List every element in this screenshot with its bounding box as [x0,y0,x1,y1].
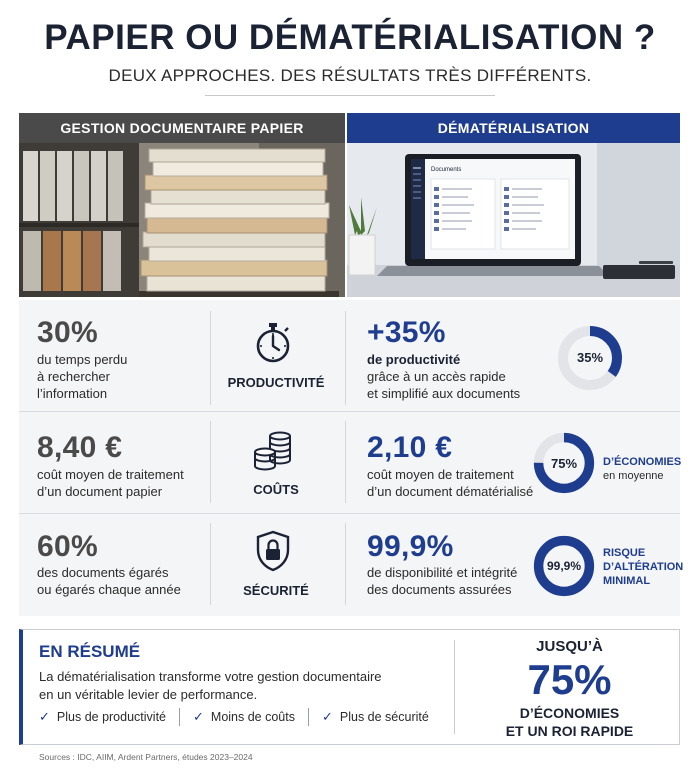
column-divider [345,523,346,605]
digital-column-header: DÉMATÉRIALISATION [347,113,680,143]
desc-line: des documents assurées [367,582,512,597]
check-icon: ✓ [39,709,50,724]
paper-stack [139,149,339,297]
desc-line: ou égarés chaque année [37,582,181,597]
kpi-prefix: JUSQU’À [536,638,603,655]
side-label-line: D’ALTÉRATION [603,561,684,573]
lock-shield-icon [255,530,291,577]
summary-box [19,629,680,745]
page-title: PAPIER OU DÉMATÉRIALISATION ? [44,18,656,57]
digital-cost-value: 2,10 € [367,431,453,464]
digital-availability-value: 99,9% [367,530,454,563]
stopwatch-icon [254,322,292,369]
paper-lost-docs-value: 60% [37,530,98,563]
check-label: Moins de coûts [210,710,295,724]
summary-text [39,668,439,704]
savings-ring-label: 75% [550,456,578,471]
row-divider [19,513,680,514]
paper-cost-value: 8,40 € [37,431,123,464]
check-icon: ✓ [321,709,333,724]
summary-text-line: en un véritable levier de performance. [39,687,258,702]
paper-time-lost-value: 30% [37,316,98,349]
column-divider [345,421,346,503]
paper-lost-docs-desc [37,564,181,598]
check-label: Plus de productivité [56,710,166,724]
digital-availability-desc [367,564,517,598]
check-item [322,708,429,726]
desc-line: d’un document papier [37,484,163,499]
paper-cost-desc [37,466,184,500]
check-item [193,708,295,726]
category-productivity: PRODUCTIVITÉ [227,375,325,390]
check-label: Plus de sécurité [339,710,429,724]
side-label-line: MINIMAL [603,575,651,587]
row-divider [19,411,680,412]
check-divider [179,708,180,726]
paper-stack-photo [19,143,345,297]
savings-side-label [603,455,681,483]
productivity-ring-label: 35% [576,350,604,365]
desc-bold-line: de productivité [367,352,461,367]
desc-line: coût moyen de traitement [367,467,514,482]
category-costs: COÛTS [253,482,299,497]
digital-productivity-desc [367,351,520,402]
availability-ring-label: 99,9% [546,559,582,573]
laptop-illustration [347,143,680,297]
paper-time-lost-desc [37,351,127,402]
summary-title: EN RÉSUMÉ [39,642,141,661]
desc-line: d’un document dématérialisé [367,484,534,499]
paper-stack-illustration [19,143,345,297]
desc-line: l’information [37,386,108,401]
desc-line: grâce à un accès rapide [367,369,506,384]
side-label-sub: en moyenne [603,470,664,482]
category-security: SÉCURITÉ [243,583,309,598]
desc-line: et simplifié aux documents [367,386,521,401]
side-label-line: RISQUE [603,547,646,559]
risk-side-label [603,546,683,588]
desc-line: du temps perdu [37,352,128,367]
sources-footnote: Sources : IDC, AIIM, Ardent Partners, études 2023–2024 [39,752,253,762]
desc-line: coût moyen de traitement [37,467,184,482]
column-divider [210,311,211,405]
desc-line: de disponibilité et intégrité [367,565,518,580]
page-subtitle: DEUX APPROCHES. DES RÉSULTATS TRÈS DIFFÉRENTS. [108,66,592,85]
summary-text-line: La dématérialisation transforme votre gestion documentaire [39,669,382,684]
check-item [39,708,166,726]
kpi-line-1: D’ÉCONOMIES [519,705,620,721]
paper-column-header: GESTION DOCUMENTAIRE PAPIER [19,113,345,143]
digital-cost-desc [367,466,533,500]
coins-icon [252,430,294,477]
screen-app-title: Documents [431,167,462,173]
check-icon: ✓ [193,709,204,724]
digital-productivity-value: +35% [367,316,446,349]
title-divider [205,95,495,96]
side-label-title: D’ÉCONOMIES [603,456,682,468]
desc-line: à rechercher [37,369,110,384]
column-divider [345,311,346,405]
kpi-value: 75% [527,656,612,703]
laptop-photo [347,143,680,297]
check-divider [308,708,309,726]
summary-checklist [39,708,442,726]
desc-line: des documents égarés [37,565,169,580]
kpi-line-2: ET UN ROI RAPIDE [505,723,634,739]
binder-shelf [19,151,139,291]
